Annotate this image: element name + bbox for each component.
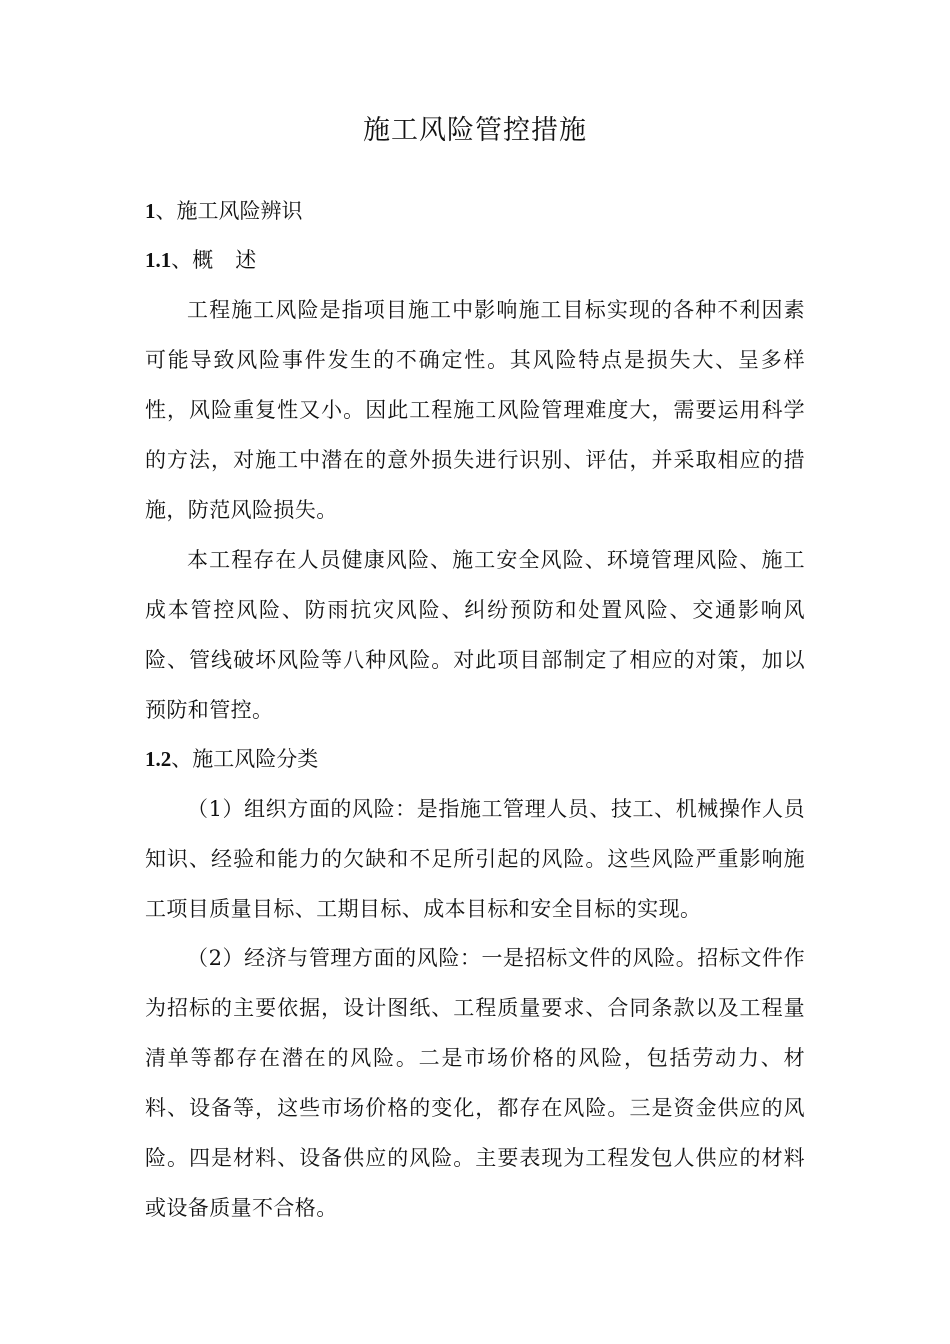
paragraph-economic-risk: （2）经济与管理方面的风险：一是招标文件的风险。招标文件作为招标的主要依据，设计图纸、工程质量要求、合同条款以及工程量清单等都存在潜在的风险。二是市场价格的风险，包括劳动力、材料、设备等，这些市场价格的变化，都存在风险。三是资金供应的风险。四是材料、设备供应的风险。主要表现为工程发包人供应的材料或设备质量不合格。 (145, 946, 805, 1220)
paragraph-risk-types: 本工程存在人员健康风险、施工安全风险、环境管理风险、施工成本管控风险、防雨抗灾风险、纠纷预防和处置风险、交通影响风险、管线破坏风险等八种风险。对此项目部制定了相应的对策，加以预防和管控。 (145, 548, 805, 722)
section-label: 、施工风险辨识 (155, 199, 303, 223)
paragraph-organization-risk: （1）组织方面的风险：是指施工管理人员、技工、机械操作人员知识、经验和能力的欠缺和不足所引起的风险。这些风险严重影响施工项目质量目标、工期目标、成本目标和安全目标的实现。 (145, 797, 805, 921)
section-label: 、施工风险分类 (171, 747, 319, 771)
paragraph-overview: 工程施工风险是指项目施工中影响施工目标实现的各种不利因素可能导致风险事件发生的不确定性。其风险特点是损失大、呈多样性，风险重复性又小。因此工程施工风险管理难度大，需要运用科学的方法，对施工中潜在的意外损失进行识别、评估，并采取相应的措施，防范风险损失。 (145, 298, 805, 522)
document-title: 施工风险管控措施 (363, 115, 587, 146)
section-heading-1 (145, 196, 303, 226)
section-number: 1 (145, 199, 156, 223)
section-heading-1-1 (145, 245, 256, 275)
section-number: 1.1 (145, 248, 172, 272)
section-label-part: 述 (235, 248, 257, 272)
section-heading-1-2 (145, 744, 318, 774)
section-label-part: 、概 (171, 248, 214, 272)
section-number: 1.2 (145, 747, 172, 771)
